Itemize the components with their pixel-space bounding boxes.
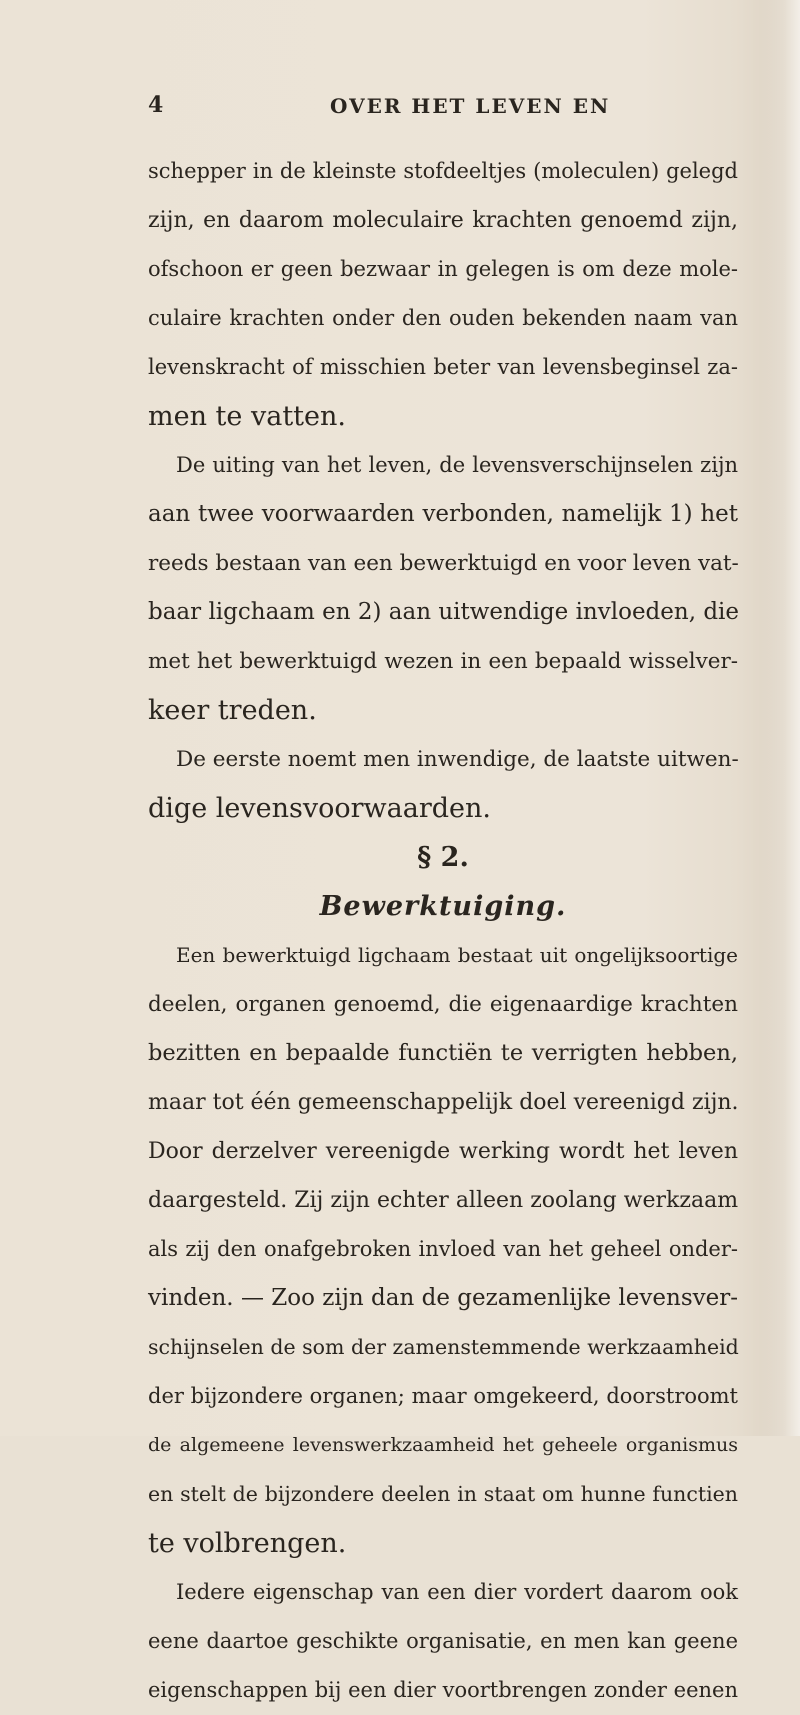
text-line: de algemeene levenswerkzaamheid het geheele organismus xyxy=(148,1434,738,1456)
text-line: schijnselen de som der zamenstemmende werkzaamheid xyxy=(148,1335,739,1359)
text-line: baar ligchaam en 2) aan uitwendige invloeden, die xyxy=(148,599,740,625)
text-line: zijn, en daarom moleculaire krachten genoemd zijn, xyxy=(148,208,738,233)
page-header xyxy=(0,92,800,122)
text-line: reeds bestaan van een bewerktuigd en voor leven vat- xyxy=(148,551,739,576)
text-line: eene daartoe geschikte organisatie, en men kan geene xyxy=(148,1629,738,1653)
text-line: men te vatten. xyxy=(148,401,346,432)
text-line: aan twee voorwaarden verbonden, namelijk 1) het xyxy=(148,501,738,527)
text-line: Een bewerktuigd ligchaam bestaat uit ongelijksoortige xyxy=(176,943,738,967)
page-edge xyxy=(760,0,800,1436)
text-line: dige levensvoorwaarden. xyxy=(148,793,491,824)
text-line: De uiting van het leven, de levensverschijnselen zijn xyxy=(176,453,738,477)
running-head: OVER HET LEVEN EN xyxy=(330,94,611,118)
text-line: Door derzelver vereenigde werking wordt het leven xyxy=(148,1139,738,1164)
text-line: vinden. — Zoo zijn dan de gezamenlijke levensver- xyxy=(148,1285,738,1311)
text-line: maar tot één gemeenschappelijk doel vereenigd zijn. xyxy=(148,1090,739,1115)
text-line: ofschoon er geen bezwaar in gelegen is om deze mole- xyxy=(148,257,738,281)
paragraph xyxy=(148,931,738,1568)
text-line: levenskracht of misschien beter van levensbeginsel za- xyxy=(148,355,738,379)
text-line: en stelt de bijzondere deelen in staat om hunne functien xyxy=(148,1482,738,1506)
text-line: der bijzondere organen; maar omgekeerd, doorstroomt xyxy=(148,1384,738,1408)
text-line: deelen, organen genoemd, die eigenaardige krachten xyxy=(148,992,738,1017)
text-line: schepper in de kleinste stofdeeltjes (moleculen) gelegd xyxy=(148,159,738,183)
text-line: keer treden. xyxy=(148,695,317,726)
paragraph xyxy=(148,441,738,735)
text-line: te volbrengen. xyxy=(148,1528,347,1559)
text-line: Iedere eigenschap van een dier vordert daarom ook xyxy=(176,1580,738,1604)
text-line: eigenschappen bij een dier voortbrengen zonder eenen xyxy=(148,1678,738,1702)
text-line: culaire krachten onder den ouden bekenden naam van xyxy=(148,306,738,330)
text-line: als zij den onafgebroken invloed van het geheel onder- xyxy=(148,1237,738,1261)
paragraph xyxy=(148,147,738,441)
text-line: met het bewerktuigd wezen in een bepaald wisselver- xyxy=(148,649,738,674)
section-number: § 2. xyxy=(417,842,469,873)
paragraph xyxy=(148,735,738,833)
paragraph xyxy=(148,1568,738,1715)
page-number: 4 xyxy=(148,92,165,118)
text-line: daargesteld. Zij zijn echter alleen zoolang werkzaam xyxy=(148,1188,739,1213)
body-text xyxy=(148,147,738,1715)
text-line: De eerste noemt men inwendige, de laatste uitwen- xyxy=(176,747,739,772)
section-title: Bewerktuiging. xyxy=(319,891,567,922)
text-line: bezitten en bepaalde functiën te verrigten hebben, xyxy=(148,1040,738,1066)
